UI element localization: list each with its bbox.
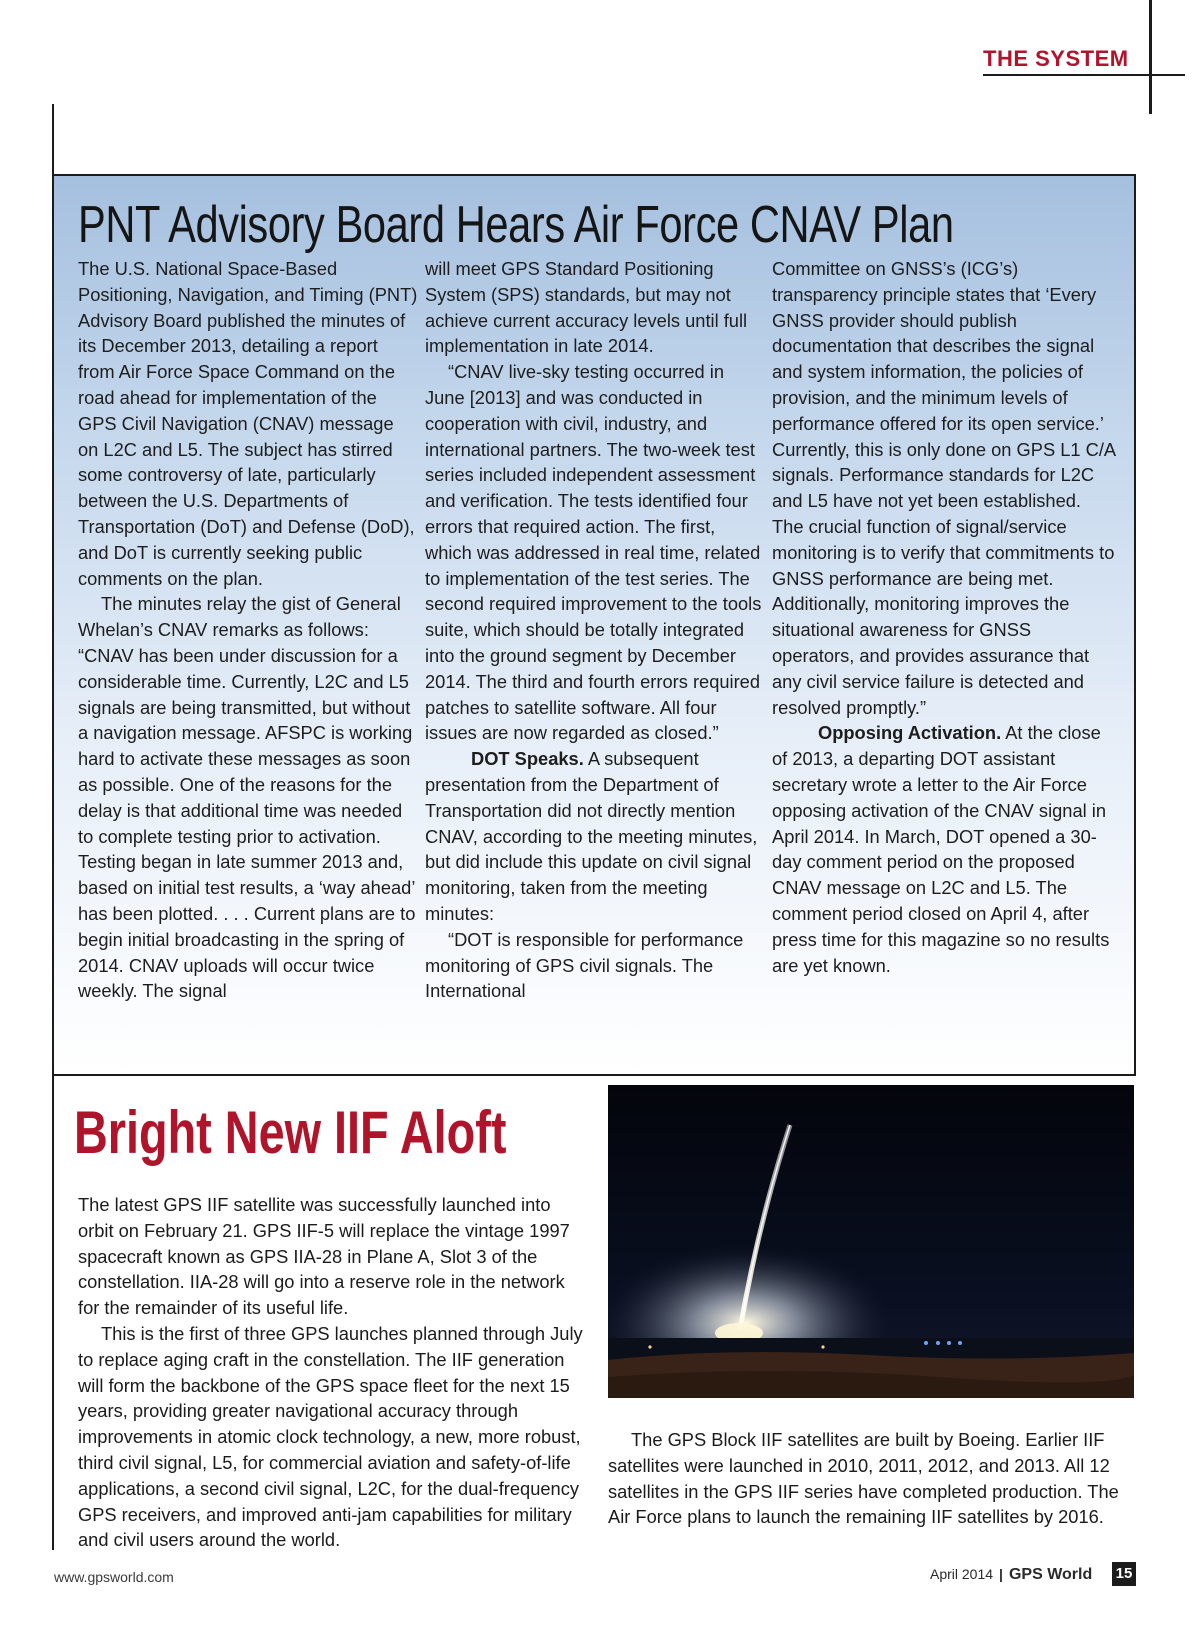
corner-rule-vertical	[1149, 0, 1152, 114]
section-rule	[983, 74, 1185, 76]
frame-bottom-rule	[52, 1074, 1136, 1076]
footer-publication	[930, 1566, 1092, 1584]
caption-text: The GPS Block IIF satellites are built by Boeing. Earlier IIF satellites were launched in 2010, 2011, 2012, and 2013. All 12 satellites in the GPS IIF series have completed production. The Air Force plans to launch the remaining IIF satellites by 2016.	[608, 1429, 1119, 1528]
footer-date: April 2014	[930, 1566, 994, 1582]
paragraph: The U.S. National Space-Based Positioning, Navigation, and Timing (PNT) Advisory Board published the minutes of its December 2013, detailing a report from Air Force Space Command on the road ahead for implementation of the GPS Civil Navigation (CNAV) message on L2C and L5. The subject has stirred some controversy of late, particularly between the U.S. Departments of Transportation (DoT) and Defense (DoD), and DoT is currently seeking public comments on the plan.	[78, 258, 418, 589]
distant-light	[936, 1341, 940, 1345]
frame-left-rule	[52, 104, 54, 1550]
footer-url[interactable]: www.gpsworld.com	[54, 1569, 174, 1585]
paragraph: “CNAV live-sky testing occurred in June [2013] and was conducted in cooperation with civil, industry, and international partners. The two-week test series included independent assessment and verification. The tests identified four errors that required action. The first, which was addressed in real time, related to implementation of the test series. The second required improvement to the tools suite, which should be totally integrated into the ground segment by December 2014. The third and fourth errors required patches to satellite software. All four issues are now regarded as closed.”	[425, 361, 762, 744]
article-column-2	[425, 256, 765, 1004]
paragraph-text: A subsequent presentation from the Department of Transportation did not directly mention CNAV, according to the meeting minutes, but did include this update on civil signal monitoring, taken from the meeting minutes:	[425, 748, 758, 924]
paragraph	[772, 720, 1117, 978]
paragraph: The minutes relay the gist of General Whelan’s CNAV remarks as follows: “CNAV has been under discussion for a considerable time. Currently, L2C and L5 signals are being transmitted, but without a navigation message. AFSPC is working hard to activate these messages as soon as possible. One of the reasons for the delay is that additional time was needed to complete testing prior to activation. Testing began in late summer 2013 and, based on initial test results, a ‘way ahead’ has been plotted. . . . Current plans are to begin initial broadcasting in the spring of 2014. CNAV uploads will occur twice weekly. The signal	[78, 593, 416, 1002]
paragraph: “DOT is responsible for performance monitoring of GPS civil signals. The International	[425, 928, 744, 1002]
article-column-1	[78, 256, 418, 1004]
frame-right-rule	[1134, 174, 1136, 1074]
footer-magazine: GPS World	[1008, 1566, 1093, 1583]
article2-headline: Bright New IIF Aloft	[74, 1099, 507, 1166]
distant-light	[648, 1345, 651, 1348]
frame-top-rule	[52, 174, 1135, 176]
paragraph: will meet GPS Standard Positioning System (SPS) standards, but may not achieve current accuracy levels until full implementation in late 2014.	[425, 258, 748, 357]
paragraph-text: At the close of 2013, a departing DOT assistant secretary wrote a letter to the Air Force opposing activation of the CNAV signal in April 2014. In March, DOT opened a 30-day comment period on the proposed CNAV message on L2C and L5. The comment period closed on April 4, after press time for this magazine so no results are yet known.	[772, 722, 1110, 976]
distant-light	[821, 1345, 824, 1348]
article-column-3	[772, 256, 1117, 978]
article-headline: PNT Advisory Board Hears Air Force CNAV Plan	[78, 196, 954, 254]
distant-light	[924, 1341, 928, 1345]
rocket-launch-photo	[608, 1085, 1134, 1398]
distant-light	[947, 1341, 951, 1345]
run-in-heading: DOT Speaks.	[471, 748, 584, 770]
launch-illustration	[608, 1085, 1134, 1398]
distant-light	[958, 1341, 962, 1345]
footer-divider: |	[999, 1566, 1003, 1582]
section-label: THE SYSTEM	[983, 46, 1129, 71]
paragraph: Committee on GNSS’s (ICG’s) transparency principle states that ‘Every GNSS provider should publish documentation that describes the signal and system information, the policies of provision, and the minimum levels of performance offered for its open service.’ Currently, this is only done on GPS L1 C/A signals. Performance standards for L2C and L5 have not yet been established. The crucial function of signal/service monitoring is to verify that commitments to GNSS performance are being met. Additionally, monitoring improves the situational awareness for GNSS operators, and provides assurance that any civil service failure is detected and resolved promptly.”	[772, 258, 1116, 718]
paragraph	[425, 746, 765, 927]
page-number: 15	[1112, 1562, 1136, 1586]
paragraph: This is the first of three GPS launches planned through July to replace aging craft in the constellation. The IIF generation will form the backbone of the GPS space fleet for the next 15 years, providing greater navigational accuracy through improvements in atomic clock technology, a new, more robust, third civil signal, L5, for commercial aviation and safety-of-life applications, a second civil signal, L2C, for the dual-frequency GPS receivers, and improved anti-jam capabilities for military and civil users around the world.	[78, 1322, 583, 1551]
photo-caption	[608, 1427, 1134, 1530]
run-in-heading: Opposing Activation.	[818, 722, 1002, 744]
paragraph: The latest GPS IIF satellite was successfully launched into orbit on February 21. GPS IIF-5 will replace the vintage 1997 spacecraft known as GPS IIA-28 in Plane A, Slot 3 of the constellation. IIA-28 will go into a reserve role in the network for the remainder of its useful life.	[78, 1194, 570, 1319]
article2-body	[78, 1192, 588, 1553]
